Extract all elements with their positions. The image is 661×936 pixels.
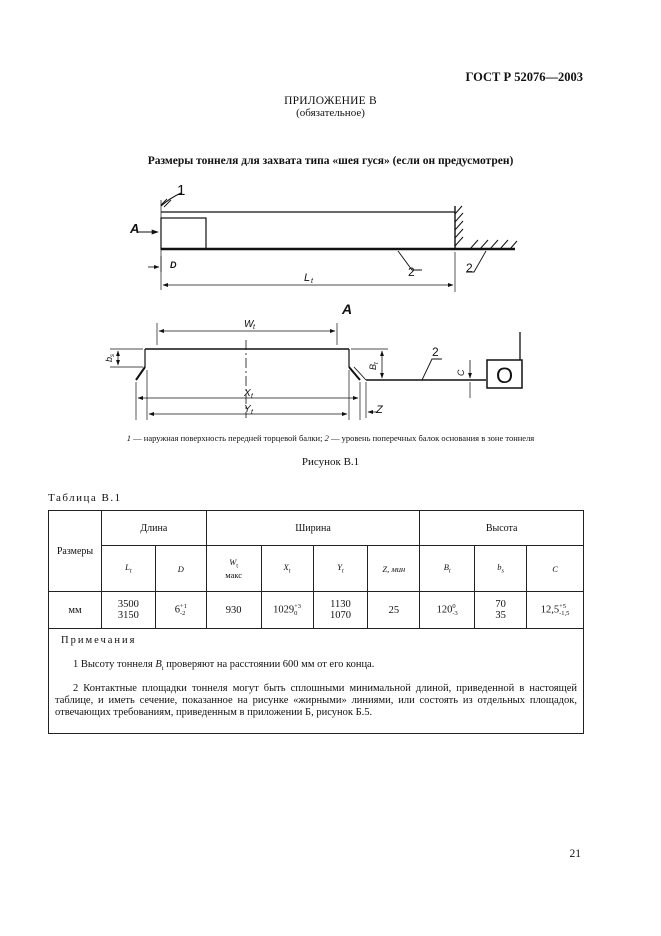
header-d: D (155, 546, 206, 592)
header-wt: $W_t$ макс (206, 546, 261, 592)
table-subheader-row (49, 546, 584, 592)
dim-y-subscript: t (251, 409, 253, 416)
front-beam-outline (161, 218, 206, 249)
cell-bt: 1200 -3 (420, 592, 475, 629)
wall-hatching (455, 206, 463, 246)
header-bt: $B_t$ (420, 546, 475, 592)
dim-b-big-label: B (368, 363, 378, 370)
callout-2a-label: 2 (408, 265, 415, 279)
appendix-title: ПРИЛОЖЕНИЕ В (284, 95, 377, 107)
dim-w-label: W (244, 319, 254, 330)
legend-text-1: — наружная поверхность передней торцевой балки; (131, 433, 325, 443)
left-chamfer (136, 367, 145, 380)
callout-2c-leader (422, 359, 442, 380)
section-a-label: A (342, 301, 353, 317)
legend-num-2: 2 (324, 433, 329, 443)
appendix-subtitle: (обязательное) (296, 107, 365, 119)
table-header-row (49, 511, 584, 546)
table-label: Таблица В.1 (48, 492, 122, 504)
right-chamfer (349, 367, 360, 380)
note-2: 2 Контактные площадки тоннеля могут быть сплошными минимальной длиной, приведенной в настоящей таблице, и иметь сечение, показанное на рисунке «жирными» линиями, или состоять из отдельных площадок, отвечающих требованиям, приведенным в приложении Б, рисунок Б.5. (55, 683, 577, 719)
cell-d: 6+1 -2 (155, 592, 206, 629)
dim-d-label: D (170, 260, 177, 270)
header-height: Высота (420, 511, 584, 546)
dim-b-small-subscript: s (110, 354, 116, 357)
section-view-labels (104, 301, 513, 416)
dim-w-subscript: t (253, 324, 255, 331)
header-sizes: Размеры (49, 511, 102, 592)
cell-lt: 3500 3150 (101, 592, 155, 629)
dim-l-label: L (304, 272, 311, 284)
cell-wt: 930 (206, 592, 261, 629)
dim-x-label: X (244, 388, 251, 399)
cell-yt: 1130 1070 (313, 592, 368, 629)
dim-y-label: Y (244, 404, 251, 415)
callout-1-label: 1 (177, 182, 186, 199)
dim-c-label: C (456, 369, 466, 376)
side-view (138, 193, 517, 292)
tunnel-dimensions-table (48, 510, 584, 734)
header-lt: $L_t$ (101, 546, 155, 592)
cell-bs: 70 35 (475, 592, 527, 629)
legend-num-1: 1 (126, 433, 132, 443)
cell-xt: 1029+3 0 (261, 592, 313, 629)
table-notes-row (49, 629, 584, 734)
symbol-box-label: O (496, 363, 514, 388)
notes-cell (49, 629, 584, 734)
callout-2b-label: 2 (466, 261, 473, 275)
notes-title: Примечания (61, 635, 137, 646)
table-row (49, 592, 584, 629)
view-a-label: A (130, 221, 140, 236)
header-xt: $X_t$ (261, 546, 313, 592)
figure-heading: Размеры тоннеля для захвата типа «шея гуся» (если он предусмотрен) (147, 155, 514, 167)
dim-l-subscript: t (311, 278, 313, 285)
header-c: C (527, 546, 584, 592)
dim-b-big-subscript: t (374, 362, 380, 364)
cell-z: 25 (368, 592, 420, 629)
header-width: Ширина (206, 511, 420, 546)
page-number: 21 (569, 848, 581, 860)
base-hatching (470, 240, 517, 249)
dim-b-small-label: b (104, 356, 114, 362)
dim-z-label: Z (376, 404, 383, 416)
standard-designation: ГОСТ Р 52076—2003 (465, 70, 583, 84)
cell-c: 12,5+5 -1,5 (527, 592, 584, 629)
cell-unit: мм (49, 592, 102, 629)
figure-caption: Рисунок В.1 (301, 456, 360, 468)
note-1: 1 Высоту тоннеля $B_t$ проверяют на расстоянии 600 мм от его конца. (73, 659, 375, 673)
legend-text-2: — уровень поперечных балок основания в зоне тоннеля (328, 433, 535, 443)
callout-2c-label: 2 (432, 345, 439, 359)
header-bs: $b_s$ (475, 546, 527, 592)
header-yt: $Y_t$ (313, 546, 368, 592)
header-z: Z, мин (368, 546, 420, 592)
tunnel-drawing (0, 0, 661, 430)
header-length: Длина (101, 511, 206, 546)
dim-x-subscript: t (251, 393, 253, 400)
figure-legend (0, 433, 661, 443)
